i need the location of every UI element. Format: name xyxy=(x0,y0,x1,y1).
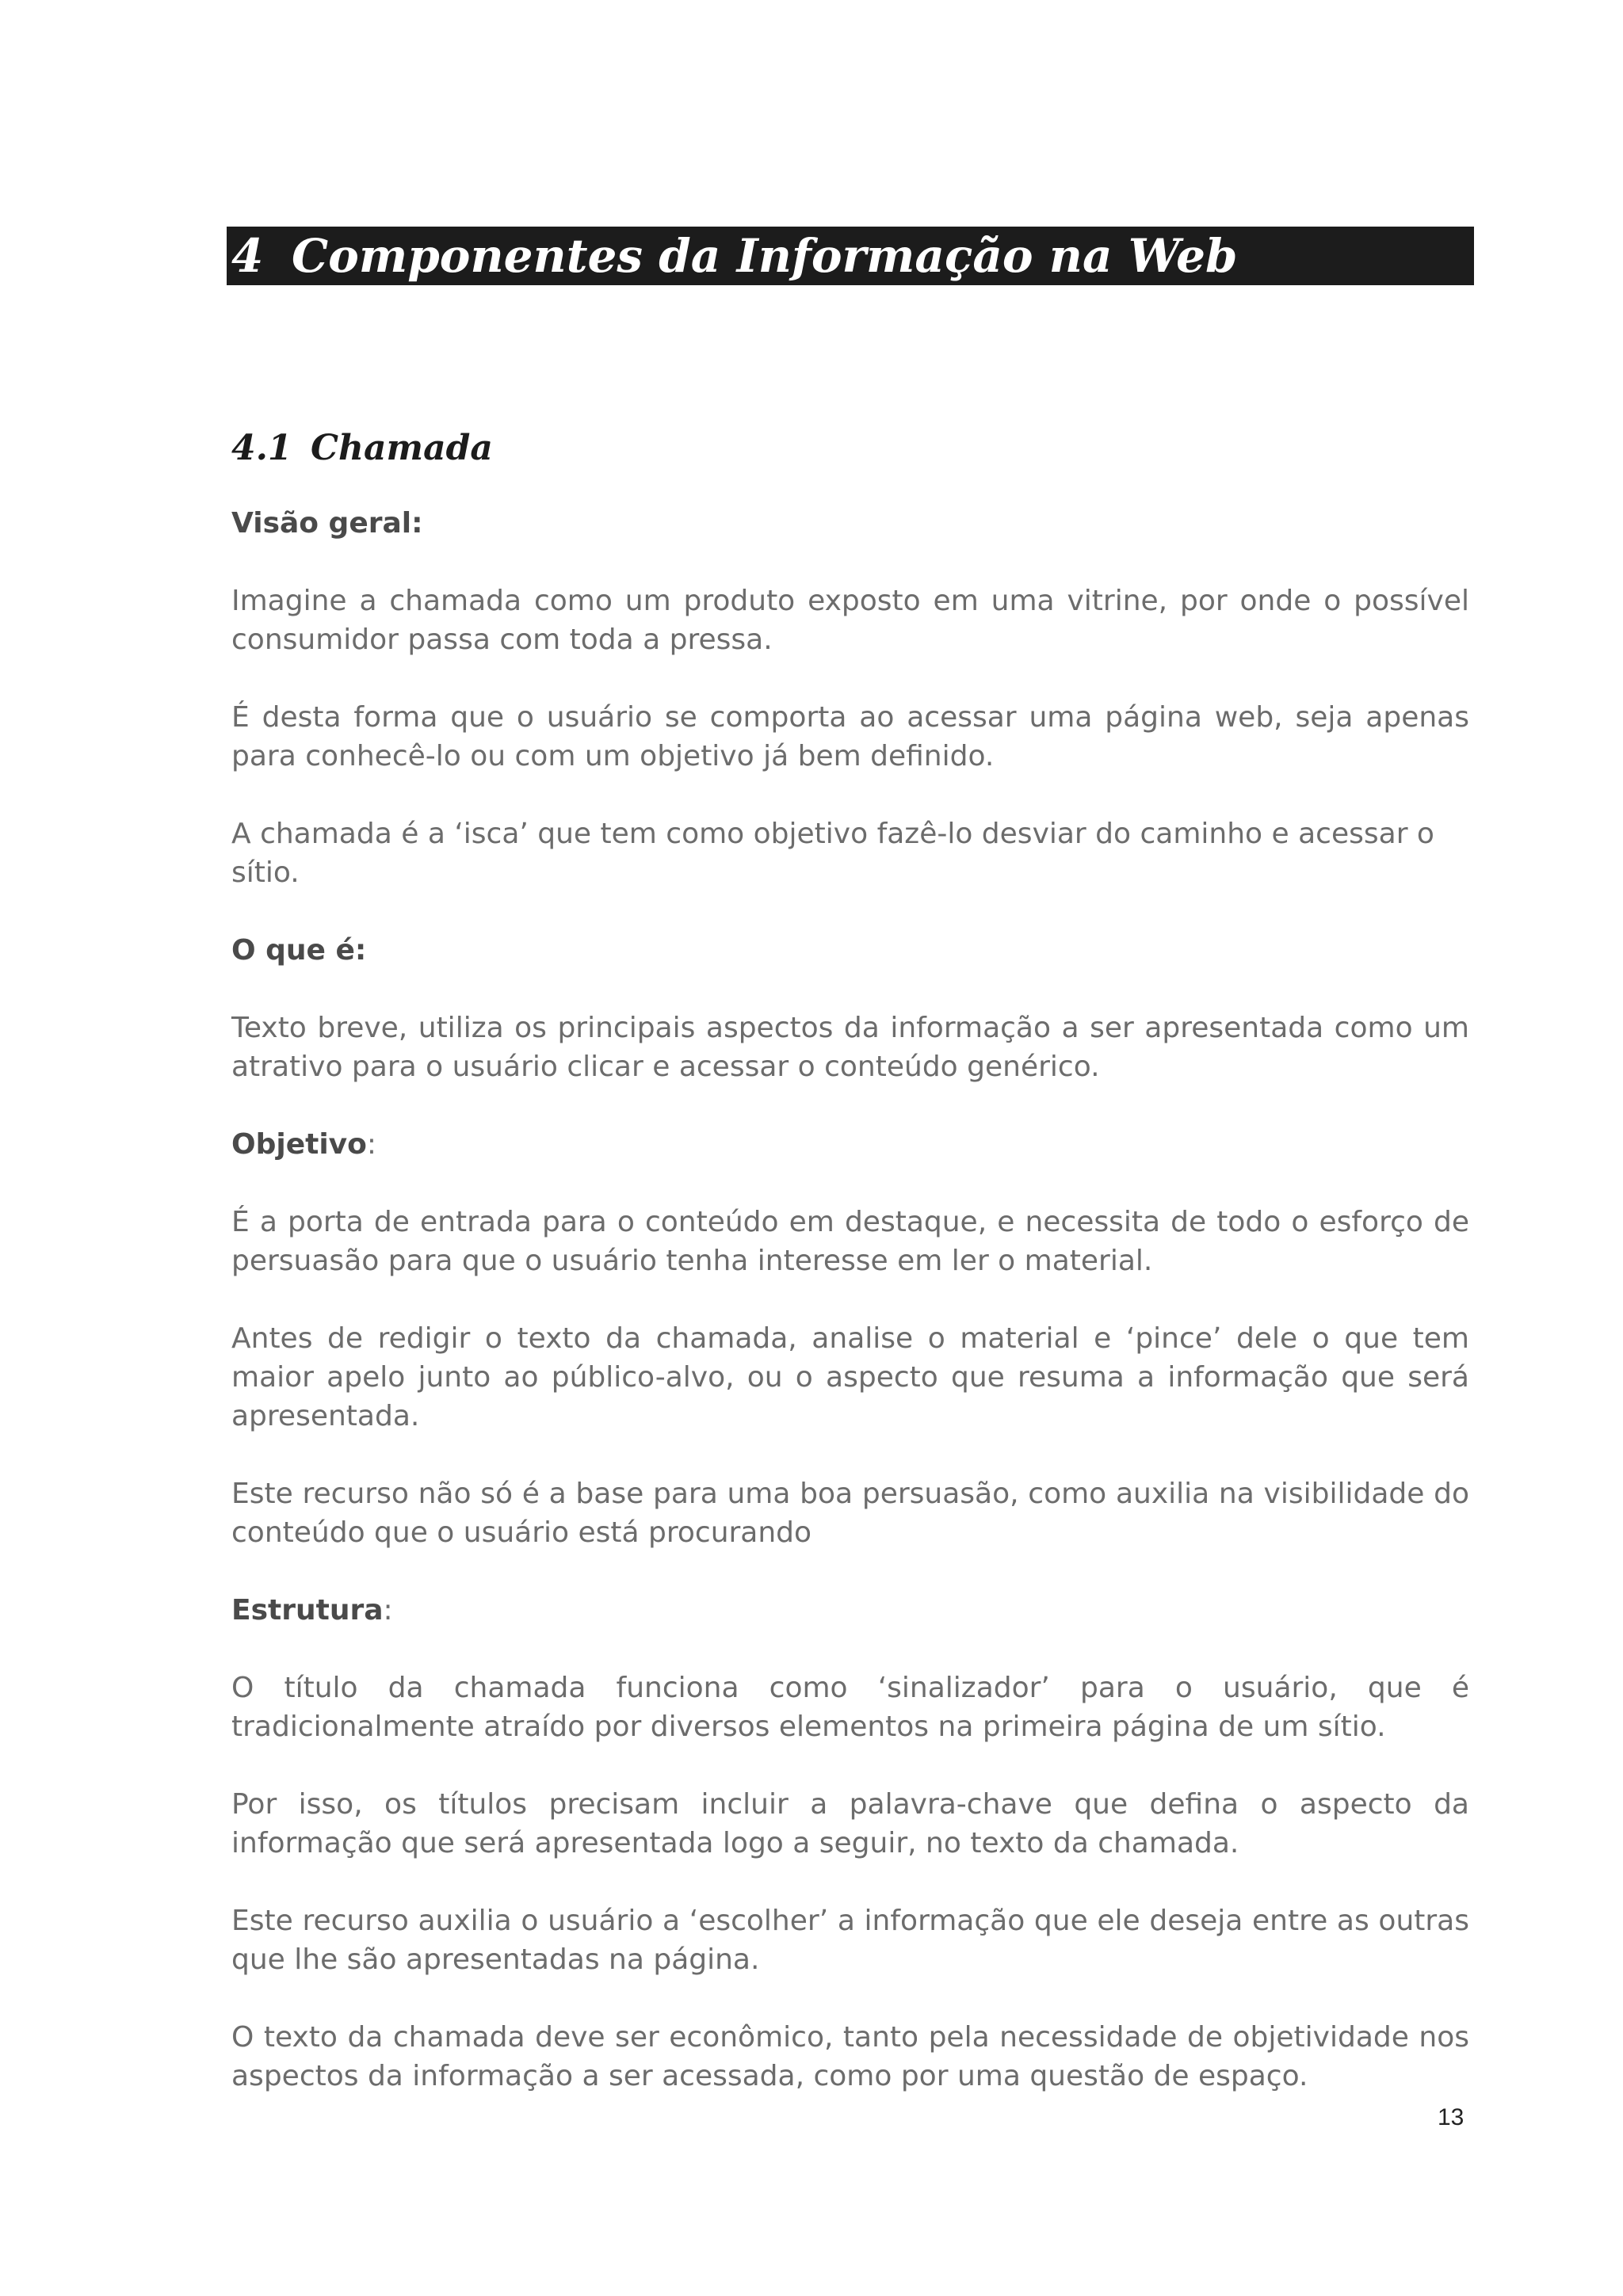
chapter-title: Componentes da Informação na Web xyxy=(292,229,1238,283)
paragraph: Por isso, os títulos precisam incluir a palavra-chave que defina o aspecto da informação que será apresentada logo a seguir, no texto da chamada. xyxy=(231,1788,1469,1859)
objetivo-colon: : xyxy=(366,1128,377,1161)
label-paragraph xyxy=(231,504,1469,543)
chapter-heading xyxy=(227,227,1474,285)
paragraph: A chamada é a ‘isca’ que tem como objetivo fazê-lo desviar do caminho e acessar o sítio. xyxy=(231,818,1434,889)
label-paragraph xyxy=(231,1125,1469,1164)
paragraph: Este recurso não só é a base para uma boa persuasão, como auxilia na visibilidade do conteúdo que o usuário está procurando xyxy=(231,1478,1469,1549)
paragraph: Este recurso auxilia o usuário a ‘escolher’ a informação que ele deseja entre as outras que lhe são apresentadas na página. xyxy=(231,1905,1469,1976)
objetivo-label: Objetivo xyxy=(231,1128,367,1161)
paragraph: Imagine a chamada como um produto exposto em uma vitrine, por onde o possível consumidor passa com toda a pressa. xyxy=(231,585,1469,656)
paragraph: Antes de redigir o texto da chamada, analise o material e ‘pince’ dele o que tem maior apelo junto ao público-alvo, ou o aspecto que resuma a informação que será apresentada. xyxy=(231,1322,1469,1432)
body-text xyxy=(231,504,1469,2134)
label-paragraph xyxy=(231,931,1469,970)
section-title: Chamada xyxy=(311,428,493,468)
estrutura-label: Estrutura xyxy=(231,1594,384,1627)
chapter-number: 4 xyxy=(231,229,264,283)
section-heading xyxy=(231,428,493,468)
section-number: 4.1 xyxy=(231,428,292,468)
paragraph: É a porta de entrada para o conteúdo em destaque, e necessita de todo o esforço de persuasão para que o usuário tenha interesse em ler o material. xyxy=(231,1206,1469,1277)
page-number: 13 xyxy=(1438,2104,1465,2130)
estrutura-colon: : xyxy=(383,1594,393,1627)
o-que-e-label: O que é: xyxy=(231,934,367,967)
paragraph: Texto breve, utiliza os principais aspectos da informação a ser apresentada como um atrativo para o usuário clicar e acessar o conteúdo genérico. xyxy=(231,1012,1469,1083)
paragraph: O texto da chamada deve ser econômico, tanto pela necessidade de objetividade nos aspectos da informação a ser acessada, como por uma questão de espaço. xyxy=(231,2021,1469,2092)
label-paragraph xyxy=(231,1591,1469,1630)
paragraph: O título da chamada funciona como ‘sinalizador’ para o usuário, que é tradicionalmente atraído por diversos elementos na primeira página de um sítio. xyxy=(231,1672,1469,1743)
visao-geral-label: Visão geral: xyxy=(231,507,423,540)
paragraph: É desta forma que o usuário se comporta ao acessar uma página web, seja apenas para conhecê-lo ou com um objetivo já bem definido. xyxy=(231,701,1469,772)
